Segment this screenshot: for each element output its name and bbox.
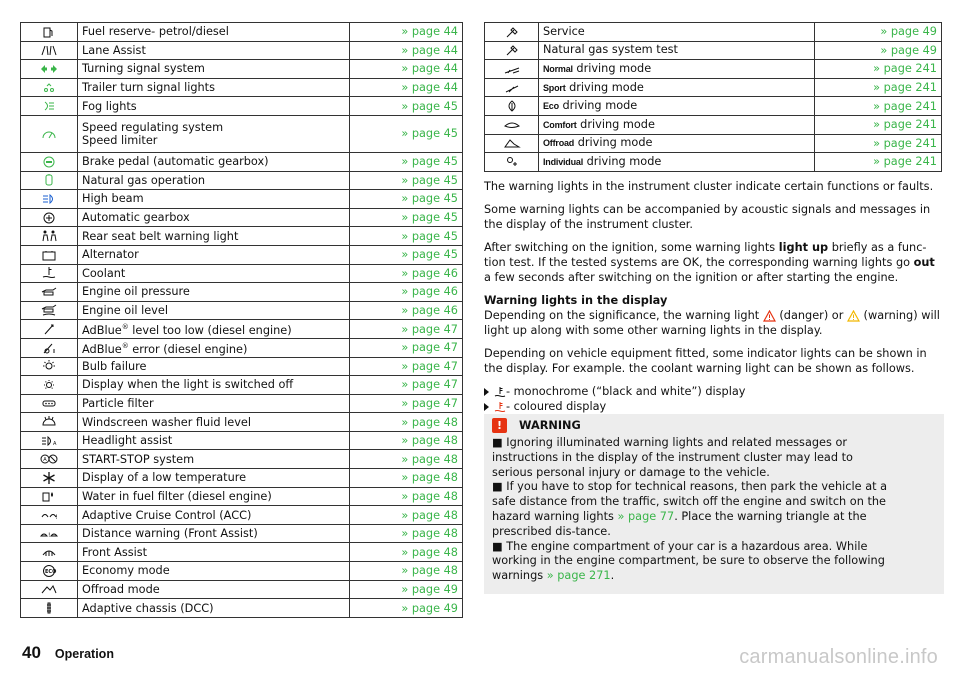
icon-cell <box>21 487 78 506</box>
warning-item-2 <box>492 480 892 539</box>
page-link[interactable]: » page 46 <box>350 301 463 320</box>
label-cell <box>78 245 350 264</box>
table-row <box>21 264 463 283</box>
label-cell <box>539 41 815 60</box>
label-cell <box>78 487 350 506</box>
table-row <box>21 543 463 562</box>
page-link[interactable]: » page 47 <box>350 394 463 413</box>
coolant-icon <box>40 266 58 280</box>
page-link[interactable]: » page 48 <box>350 413 463 432</box>
section-title: Operation <box>54 647 114 661</box>
label-cell <box>78 431 350 450</box>
page-link[interactable]: » page 45 <box>350 227 463 246</box>
table-row <box>21 23 463 42</box>
icon-cell <box>21 171 78 190</box>
mode-name: Comfort <box>543 119 577 130</box>
label-cell <box>78 394 350 413</box>
text-span: Depending on the significance, the warning light <box>484 309 763 322</box>
page-link[interactable]: » page 241 <box>815 134 942 153</box>
bold-light-up: light up <box>778 241 829 254</box>
label-cell <box>539 153 815 172</box>
row-label: AdBlue <box>82 342 122 356</box>
row-label: Display when the light is switched off <box>82 378 294 392</box>
table-row <box>485 134 942 153</box>
row-label: Lane Assist <box>82 43 146 57</box>
row-label: Automatic gearbox <box>82 211 190 225</box>
row-label: driving mode <box>565 80 644 94</box>
body-text <box>484 179 944 414</box>
row-label: Bulb failure <box>82 359 147 373</box>
page-link[interactable]: » page 48 <box>350 524 463 543</box>
particle-filter-icon <box>40 396 58 410</box>
table-row <box>21 78 463 97</box>
row-label: Display of a low temperature <box>82 471 247 485</box>
svg-text:A: A <box>43 457 47 464</box>
front-assist-icon <box>40 545 58 559</box>
row-label: Particle filter <box>82 396 154 410</box>
page-link[interactable]: » page 48 <box>350 562 463 581</box>
watermark: carmanualsonline.info <box>739 646 938 668</box>
eco-mode-icon <box>40 564 58 578</box>
low-temperature-icon <box>40 471 58 485</box>
icon-cell <box>21 562 78 581</box>
distance-warning-icon <box>40 527 58 541</box>
bullet-arrow-icon <box>484 403 489 411</box>
page-271-link[interactable]: » page 271 <box>546 569 611 583</box>
bold-out: out <box>913 256 935 269</box>
page-link[interactable]: » page 49 <box>815 23 942 42</box>
row-label: Turning signal system <box>82 62 205 76</box>
table-row <box>485 115 942 134</box>
table-row <box>21 338 463 357</box>
adblue-error-icon <box>40 341 58 355</box>
label-cell <box>78 41 350 60</box>
high-beam-icon <box>40 192 58 206</box>
row-label: Distance warning (Front Assist) <box>82 527 258 541</box>
label-cell <box>539 60 815 79</box>
table-row <box>485 153 942 172</box>
row-label: Alternator <box>82 248 139 262</box>
page-link[interactable]: » page 45 <box>350 171 463 190</box>
registered-mark: ® <box>121 341 129 350</box>
table-row <box>21 171 463 190</box>
table-row <box>21 394 463 413</box>
headlight-assist-icon <box>40 434 58 448</box>
bullet-coloured <box>484 399 944 414</box>
table-row <box>21 190 463 209</box>
turn-signal-icon <box>40 62 58 76</box>
label-cell <box>78 171 350 190</box>
table-row <box>21 41 463 60</box>
label-cell <box>78 78 350 97</box>
oil-level-icon <box>40 304 58 318</box>
water-in-fuel-icon <box>40 489 58 503</box>
warning-body <box>492 436 892 584</box>
coolant-mono-icon <box>494 386 506 398</box>
svg-text:!: ! <box>55 514 58 522</box>
page-link[interactable]: » page 46 <box>350 283 463 302</box>
table-row <box>21 115 463 152</box>
bulb-failure-icon <box>40 359 58 373</box>
washer-fluid-icon <box>40 415 58 429</box>
page-77-link[interactable]: » page 77 <box>617 509 675 523</box>
label-cell <box>539 97 815 116</box>
normal-mode-icon <box>503 62 521 76</box>
label-cell <box>78 23 350 42</box>
label-cell <box>539 115 815 134</box>
table-row <box>21 376 463 395</box>
icon-cell <box>21 357 78 376</box>
icon-cell <box>21 264 78 283</box>
row-label: High beam <box>82 192 144 206</box>
table-row <box>21 469 463 488</box>
page-link[interactable]: » page 47 <box>350 357 463 376</box>
mode-name: Sport <box>543 82 566 93</box>
mode-name: Eco <box>543 101 559 112</box>
label-cell <box>78 580 350 599</box>
page-link[interactable]: » page 44 <box>350 41 463 60</box>
icon-cell <box>21 320 78 339</box>
page-link[interactable]: » page 47 <box>350 320 463 339</box>
row-label: Rear seat belt warning light <box>82 229 239 243</box>
icon-cell <box>21 469 78 488</box>
icon-cell <box>21 431 78 450</box>
page-link[interactable]: » page 48 <box>350 487 463 506</box>
offroad-mode-icon <box>40 582 58 596</box>
text-span: - coloured display <box>506 400 607 413</box>
warning-box <box>484 414 944 594</box>
icon-cell <box>21 227 78 246</box>
icon-cell <box>21 301 78 320</box>
speed-regulator-icon <box>40 127 58 141</box>
row-label: Engine oil pressure <box>82 285 190 299</box>
lane-assist-icon <box>40 43 58 57</box>
table-row <box>21 227 463 246</box>
label-cell <box>78 115 350 152</box>
label-cell <box>78 190 350 209</box>
label-cell <box>78 283 350 302</box>
row-label: Natural gas operation <box>82 173 206 187</box>
table-row <box>21 208 463 227</box>
text-span: . <box>610 569 615 583</box>
icon-cell <box>21 97 78 116</box>
label-cell <box>539 134 815 153</box>
table-row <box>21 431 463 450</box>
page-link[interactable]: » page 45 <box>350 190 463 209</box>
row-label: Natural gas system test <box>543 43 678 57</box>
row-label-rest: error (diesel engine) <box>128 342 248 356</box>
table-row <box>485 41 942 60</box>
row-label: Coolant <box>82 266 126 280</box>
danger-triangle-icon <box>763 310 776 322</box>
icon-cell <box>21 283 78 302</box>
label-cell <box>78 320 350 339</box>
table-row <box>21 580 463 599</box>
eco-leaf-icon <box>503 99 521 113</box>
sport-mode-icon <box>503 81 521 95</box>
icon-cell <box>21 394 78 413</box>
table-row <box>21 283 463 302</box>
table-row <box>485 78 942 97</box>
page-link[interactable]: » page 49 <box>350 580 463 599</box>
icon-cell <box>485 153 539 172</box>
label-cell <box>78 152 350 171</box>
mode-name: Offroad <box>543 138 575 149</box>
page-link[interactable]: » page 49 <box>815 41 942 60</box>
label-cell <box>539 23 815 42</box>
acc-icon <box>40 508 58 522</box>
svg-text:A: A <box>53 440 57 447</box>
text-span: ■ If you have to stop for technical reasons, then park the vehicle at a safe distance from the traffic, switch off the engine and switch on the hazard warning lights <box>492 480 888 523</box>
icon-cell <box>485 23 539 42</box>
table-row <box>21 245 463 264</box>
row-label: Windscreen washer fluid level <box>82 415 251 429</box>
label-cell <box>78 208 350 227</box>
text-span: a few seconds after switching on the ignition or after starting the engine. <box>484 271 899 284</box>
icon-cell <box>21 524 78 543</box>
label-cell <box>78 376 350 395</box>
fog-light-icon <box>40 99 58 113</box>
icon-cell <box>485 78 539 97</box>
table-row <box>21 357 463 376</box>
row-label: Offroad mode <box>82 582 160 596</box>
brake-pedal-icon <box>40 155 58 169</box>
row-label: START-STOP system <box>82 452 195 466</box>
text-span: briefly as a func-tion test. If the tested systems are OK, the corresponding warning lights go <box>484 241 927 269</box>
label-cell <box>78 60 350 79</box>
row-label: driving mode <box>583 154 662 168</box>
icon-cell <box>21 450 78 469</box>
service-icon <box>503 25 521 39</box>
page-number: 40 <box>22 643 41 662</box>
display-heading: Warning lights in the display <box>484 294 668 307</box>
icon-cell <box>21 60 78 79</box>
label-cell <box>78 450 350 469</box>
warning-title: WARNING <box>519 419 581 432</box>
example-paragraph: Depending on vehicle equipment fitted, some indicator lights can be shown in the display. For example. the coolant warning light can be shown as follows. <box>484 347 927 375</box>
label-cell <box>78 562 350 581</box>
text-span: After switching on the ignition, some warning lights <box>484 241 779 254</box>
table-row <box>21 320 463 339</box>
text-span: (danger) or <box>775 309 847 322</box>
text-span: . Place the warning triangle at the prescribed dis-tance. <box>492 509 867 538</box>
page-link[interactable]: » page 48 <box>350 431 463 450</box>
svg-text:ECO: ECO <box>45 568 57 575</box>
row-label: Engine oil level <box>82 304 168 318</box>
row-label: driving mode <box>574 136 653 150</box>
page-link[interactable]: » page 47 <box>350 338 463 357</box>
registered-mark: ® <box>121 323 129 332</box>
icon-cell <box>21 115 78 152</box>
warning-item-1: ■ Ignoring illuminated warning lights and related messages or instructions in the display of the instrument cluster may lead to serious personal injury or damage to the vehicle. <box>492 436 853 479</box>
label-cell <box>539 78 815 97</box>
individual-mode-icon <box>503 155 521 169</box>
page-link[interactable]: » page 44 <box>350 78 463 97</box>
row-label-rest: level too low (diesel engine) <box>128 323 292 337</box>
page-link[interactable]: » page 47 <box>350 376 463 395</box>
page-link[interactable]: » page 48 <box>350 506 463 525</box>
row-label: Fog lights <box>82 99 137 113</box>
icon-cell <box>21 376 78 395</box>
page-link[interactable]: » page 241 <box>815 78 942 97</box>
page-link[interactable]: » page 44 <box>350 23 463 42</box>
row-label: Trailer turn signal lights <box>82 81 215 95</box>
page-link[interactable]: » page 45 <box>350 208 463 227</box>
adblue-low-icon <box>40 322 58 336</box>
rear-seat-belt-icon <box>40 229 58 243</box>
table-row <box>21 152 463 171</box>
icon-cell <box>21 41 78 60</box>
icon-cell <box>485 134 539 153</box>
row-label: Service <box>543 24 585 38</box>
label-cell <box>78 524 350 543</box>
icon-cell <box>21 338 78 357</box>
display-paragraph <box>484 293 944 338</box>
text-span: - monochrome (“black and white”) display <box>506 385 746 398</box>
row-label: Front Assist <box>82 545 148 559</box>
icon-cell <box>21 543 78 562</box>
row-label: driving mode <box>576 117 655 131</box>
right-warning-lights-table <box>484 22 942 172</box>
row-label: Fuel reserve- petrol/diesel <box>82 25 229 39</box>
table-row <box>485 60 942 79</box>
page-link[interactable]: » page 44 <box>350 60 463 79</box>
row-label: Speed regulating system Speed limiter <box>82 120 224 147</box>
table-row <box>21 60 463 79</box>
table-row <box>21 524 463 543</box>
icon-cell <box>485 115 539 134</box>
page-link[interactable]: » page 48 <box>350 469 463 488</box>
mode-name: Individual <box>543 156 584 167</box>
page-link[interactable]: » page 45 <box>350 115 463 152</box>
automatic-gearbox-icon <box>40 211 58 225</box>
fuel-reserve-icon <box>40 25 58 39</box>
icon-cell <box>21 599 78 618</box>
page-link[interactable]: » page 48 <box>350 543 463 562</box>
text-span: ■ The engine compartment of your car is a hazardous area. While working in the engine compartment, be sure to observe the following warnings <box>492 539 885 583</box>
natural-gas-icon <box>40 173 58 187</box>
page-link[interactable]: » page 241 <box>815 60 942 79</box>
label-cell <box>78 543 350 562</box>
page-link[interactable]: » page 45 <box>350 97 463 116</box>
row-label: driving mode <box>572 61 652 75</box>
page-link[interactable]: » page 48 <box>350 450 463 469</box>
mode-name: Normal <box>543 63 573 74</box>
table-row <box>21 450 463 469</box>
row-label: Water in fuel filter (diesel engine) <box>82 489 272 503</box>
label-cell <box>78 264 350 283</box>
icon-cell <box>485 41 539 60</box>
table-row <box>21 562 463 581</box>
page-link[interactable]: » page 46 <box>350 264 463 283</box>
row-label: driving mode <box>558 99 638 113</box>
page-link[interactable]: » page 241 <box>815 153 942 172</box>
coolant-color-icon <box>494 401 506 413</box>
intro-paragraph: The warning lights in the instrument cluster indicate certain functions or faults. <box>484 180 934 193</box>
left-warning-lights-table <box>20 22 463 618</box>
page-link[interactable]: » page 49 <box>350 599 463 618</box>
row-label: Adaptive Cruise Control (ACC) <box>82 508 252 522</box>
table-row <box>485 23 942 42</box>
table-row <box>21 413 463 432</box>
icon-cell <box>21 208 78 227</box>
warning-triangle-icon <box>847 310 860 322</box>
offroad-drive-icon <box>503 136 521 150</box>
alternator-icon <box>40 248 58 262</box>
label-cell <box>78 357 350 376</box>
text-span: (warning) will light up along with some other warning lights in the display. <box>484 309 940 337</box>
label-cell <box>78 301 350 320</box>
start-stop-icon <box>40 452 58 466</box>
page-link[interactable]: » page 241 <box>815 115 942 134</box>
table-row <box>485 97 942 116</box>
label-cell <box>78 469 350 488</box>
page-link[interactable]: » page 241 <box>815 97 942 116</box>
row-label: Economy mode <box>82 564 170 578</box>
oil-pressure-icon <box>40 285 58 299</box>
page-link[interactable]: » page 45 <box>350 152 463 171</box>
icon-cell <box>21 190 78 209</box>
icon-cell <box>21 413 78 432</box>
page-footer <box>22 643 114 663</box>
light-off-display-icon <box>40 378 58 392</box>
row-label: Brake pedal (automatic gearbox) <box>82 155 269 169</box>
warning-header <box>484 418 581 433</box>
adaptive-chassis-icon <box>40 601 58 615</box>
table-row <box>21 97 463 116</box>
warning-item-3 <box>492 540 892 584</box>
svg-text:!: ! <box>48 531 51 539</box>
bullet-monochrome <box>484 384 944 399</box>
comfort-mode-icon <box>503 118 521 132</box>
icon-cell <box>21 506 78 525</box>
label-cell <box>78 338 350 357</box>
row-label: AdBlue <box>82 323 122 337</box>
table-row <box>21 487 463 506</box>
table-row <box>21 301 463 320</box>
trailer-signal-icon <box>40 81 58 95</box>
table-row <box>21 506 463 525</box>
icon-cell <box>21 580 78 599</box>
label-cell <box>78 599 350 618</box>
bullet-arrow-icon <box>484 388 489 396</box>
label-cell <box>78 506 350 525</box>
icon-cell <box>485 97 539 116</box>
icon-cell <box>21 78 78 97</box>
icon-cell <box>21 23 78 42</box>
icon-cell <box>21 152 78 171</box>
acoustic-paragraph: Some warning lights can be accompanied by acoustic signals and messages in the display of the instrument cluster. <box>484 203 931 231</box>
gas-system-test-icon <box>503 43 521 57</box>
icon-cell <box>21 245 78 264</box>
table-row <box>21 599 463 618</box>
page-link[interactable]: » page 45 <box>350 245 463 264</box>
row-label: Headlight assist <box>82 434 173 448</box>
row-label: Adaptive chassis (DCC) <box>82 601 214 615</box>
label-cell <box>78 227 350 246</box>
label-cell <box>78 413 350 432</box>
icon-cell <box>485 60 539 79</box>
exclamation-icon: ! <box>492 418 507 433</box>
function-test-paragraph <box>484 240 944 285</box>
label-cell <box>78 97 350 116</box>
